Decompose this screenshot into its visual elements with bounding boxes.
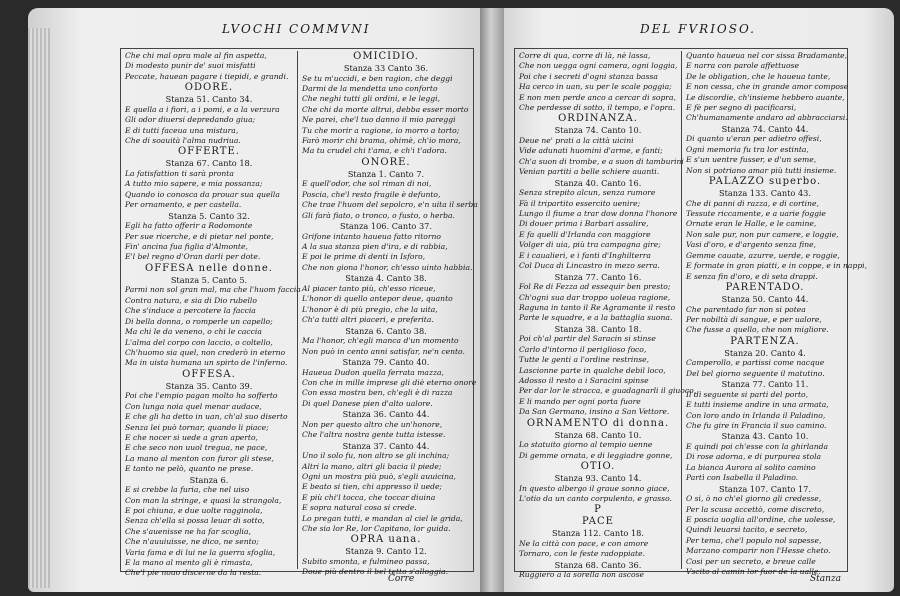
verse-line: Per dar lor le stracca, e guadagnarli il giuoco, — [519, 386, 697, 396]
verse-line: Quando io conosca da prouar sua quella — [125, 189, 280, 199]
verse-line: Non si potriano amar più tutti insieme. — [686, 165, 837, 175]
verse-line: Carlo d'intorno il periglioso foco, — [519, 344, 647, 354]
verse-line: E li mando per ogni porta fuore — [519, 396, 641, 406]
verse-line: Di modesto punir de' suoi misfatti — [125, 61, 256, 71]
verse-line: Senza lei può tornar, quando li piace; — [125, 422, 269, 432]
verse-line: Quindi leuarsi tacito, e secreto, — [686, 525, 808, 535]
verse-line: E quell'odor, che sol riman di noi, — [302, 179, 432, 189]
verse-line: Altri la mano, altri gli bacia il piede; — [302, 461, 442, 471]
verse-line: Che perdesse di sotto, il tempo, e l'opra. — [519, 103, 676, 113]
verse-line: Fà il tripartito essercito uenire; — [519, 198, 641, 208]
verse-line: Di quel Danese pien d'alto ualore. — [302, 398, 433, 408]
left-text-frame — [120, 48, 478, 578]
verse-line: Venian partiti a belle schiere auanti. — [519, 167, 660, 177]
stanza-reference: Stanza 93. Canto 14. — [554, 472, 642, 483]
stanza-reference: Stanza 133. Canto 43. — [719, 188, 811, 199]
verse-line: Che s'induce a percotere la faccia — [125, 306, 256, 316]
verse-line: Per nobiltà di sangue, e per ualore, — [686, 314, 822, 324]
verse-line: E si crebbe la furia, che nel uiso — [125, 485, 250, 495]
verse-line: Ch'a suon di trombe, e a suon di tamburini — [519, 156, 684, 166]
verse-line: Lungo il fiume a trar dow donna l'honore — [519, 209, 678, 219]
verse-line: Che s'auenisse ne ha far scoglia, — [125, 526, 251, 536]
verse-line: Grifone intanto haueua fatto ritorno — [302, 231, 441, 241]
verse-line: Che non uegga ogni camera, ogni loggia, — [519, 61, 678, 71]
verse-line: E tanto ne pelò, quanto ne prese. — [125, 464, 254, 474]
right-page — [504, 8, 894, 592]
stanza-reference: Stanza 9. Canto 12. — [345, 546, 427, 557]
section-heading: OPRA uana. — [350, 534, 422, 546]
verse-line: Darmi de la mendetta uno conforto — [302, 84, 438, 93]
stanza-reference: Stanza 74. Canto 44. — [721, 123, 809, 134]
verse-line: E non cessa, che in grande amor compose — [686, 82, 849, 92]
section-heading: OFFESA nelle donne. — [145, 262, 273, 274]
section-heading: OFFERTE. — [178, 146, 240, 158]
verse-line: Deue ne' prati a la città uicini — [519, 136, 634, 146]
verse-line: E più chi'l tocca, che toccar diuina — [302, 492, 436, 502]
book-gutter — [480, 8, 504, 592]
verse-line: Per tema, che'l populo nol sapesse, — [686, 535, 822, 545]
verse-line: Che parentado far non si potea — [686, 304, 806, 314]
verse-line: Adosso il resto a i Saracini spinse — [519, 375, 649, 385]
verse-line: Che neghi tutti gli ordini, e le leggi, — [302, 94, 440, 104]
verse-line: E poi le prime di denti in Isforo, — [302, 252, 426, 262]
verse-line: Poi che i secreti d'ogni stanza bassa — [519, 71, 658, 81]
verse-line: Con lunga noia quel menar audace, — [125, 401, 262, 411]
verse-line: E narra con parole affettuose — [686, 61, 799, 71]
verse-line: E formate in gran piatti, e in coppe, e in nappi, — [686, 261, 868, 271]
verse-line: Peccate, hauean pagare i tiepidi, e grandi. — [125, 71, 289, 81]
verse-line: Ma chi le da veneno, o chi le caccia — [125, 327, 262, 337]
verse-line: Di gemme ornata, e di leggiadre gonne, — [519, 450, 673, 460]
verse-line: Che di panni di razza, e di cortine, — [686, 198, 819, 208]
verse-line: Da San Germano, insino a San Vettore. — [519, 407, 670, 417]
stanza-reference: Stanza 67. Canto 18. — [165, 158, 253, 169]
stanza-reference: Stanza 4. Canto 38. — [345, 273, 427, 284]
verse-line: Poi ch'al partir del Saracin si stinse — [519, 334, 656, 344]
section-heading: OMICIDIO. — [353, 51, 419, 62]
section-heading: PARTENZA. — [730, 335, 800, 347]
verse-line: Egli ha fatto offerir a Rodomonte — [125, 221, 253, 231]
verse-line: In questo albergo il graue sonno giace, — [519, 483, 670, 493]
verse-line: Di quanto u'eran per adietro offesi, — [686, 134, 822, 144]
verse-line: Parte le squadre, e a la battaglia suona. — [519, 313, 673, 323]
verse-line: E quindi poi ch'esse con la ghirlanda — [686, 441, 828, 451]
verse-line: E fa quelli d'Irlanda con maggiore — [519, 229, 651, 239]
verse-line: Ch'a tutti altri piaceri, e preferita. — [302, 315, 434, 325]
verse-line: Volger di uia, più tra campagna gire; — [519, 240, 661, 250]
verse-line: Che chi da morte altrui, debba esser morto — [302, 104, 469, 114]
verse-line: E che seco non uuol tregua, ne pace, — [125, 443, 268, 453]
verse-line: Senza strepito alcun, senza rumore — [519, 188, 656, 198]
stanza-reference: Stanza 5. Canto 32. — [168, 210, 250, 221]
stanza-reference: Stanza 43. Canto 10. — [721, 431, 809, 442]
verse-line: Senza ch'ella si possa leuar di sotto, — [125, 516, 265, 526]
stanza-reference: Stanza 37. Canto 44. — [342, 440, 430, 451]
section-heading: PALAZZO superbo. — [708, 176, 822, 188]
left-page — [28, 8, 480, 592]
verse-line: Ne la città con pace, e con amore — [519, 538, 649, 548]
verse-line: Poi che l'empio pagan molto ha sofferto — [125, 391, 278, 401]
section-heading: ODORE. — [184, 82, 234, 94]
verse-line: Vscito al camin lor fuor de la ualle. — [686, 567, 821, 576]
verse-line: Marzano comparir non l'Hesse cheto. — [686, 546, 831, 556]
verse-line: Di douer prima i Barbari assalire, — [519, 219, 649, 229]
verse-line: Che n'auuiuisse, ne dico, ne sento; — [125, 537, 259, 547]
verse-line: Che sia lor Re, lor Capitano, lor guida. — [302, 523, 451, 533]
verse-line: Se tu m'uccidi, e ben ragion, che deggi — [302, 73, 453, 83]
verse-line: A la sua stanza pien d'ira, e di rabbia, — [302, 242, 448, 252]
verse-line: Quanto haueua nel cor sissa Bradamante, — [686, 51, 848, 60]
verse-line: Al piacer tanto più, ch'esso riceue, — [302, 283, 436, 293]
verse-line: Doue più dentro il bel tetto s'alloggia. — [302, 567, 449, 577]
verse-line: Con loro ando in Irlanda il Paladino, — [686, 410, 826, 420]
stanza-reference: Stanza 38. Canto 18. — [554, 323, 642, 334]
verse-line: Non può in cento anni satisfar, ne'n cento. — [302, 346, 465, 356]
running-head-right: DEL FVRIOSO. — [640, 22, 756, 36]
column-3 — [515, 51, 697, 580]
verse-line: Ma tu crudel chi t'ama, e ch'i t'adora. — [302, 146, 447, 156]
column-2 — [297, 51, 478, 577]
verse-line: Vasi d'oro, e d'argento senza fine, — [686, 240, 816, 250]
verse-line: L'otio da un canto corpulento, e grasso. — [519, 493, 672, 503]
verse-line: E tutti insieme andire in una armata, — [686, 400, 829, 410]
verse-line: Corre di qua, corre di là, nè lassa, — [519, 51, 651, 60]
verse-line: La fatisfattion ti sarà pronta — [125, 169, 234, 179]
stanza-reference: Stanza 6. Canto 38. — [345, 325, 427, 336]
stanza-reference: Stanza 79. Canto 40. — [342, 356, 430, 367]
verse-line: E non men perde anco a cercar di sopra, — [519, 92, 676, 102]
verse-line: Le discordie, ch'insieme hebbero auante, — [686, 92, 845, 102]
section-heading: ONORE. — [361, 156, 411, 168]
section-heading: PACE — [582, 516, 614, 528]
verse-line: E senza fin d'oro, e di seta drappi. — [686, 271, 818, 281]
verse-line: Di rose adorna, e di purpurea stola — [686, 452, 822, 462]
verse-line: La mano al menton con furor gli stese, — [125, 453, 274, 463]
verse-line: Ch'humanamente andaro ad abbracciarsi. — [686, 113, 848, 123]
verse-line: Contra natura, e sia di Dio rubello — [125, 295, 257, 305]
verse-line: A tutto mio sapere, e mia possanza; — [125, 179, 263, 189]
verse-line: E di tutti faceua una mistura, — [125, 125, 239, 135]
verse-line: Col Duca di Lincastro in mezo serra. — [519, 261, 660, 271]
verse-line: E poi chiuna, e due uolte ragginola, — [125, 505, 263, 515]
section-heading: OFFESA. — [182, 368, 236, 380]
verse-line: Ch'huomo sia quel, non crederò in eterno — [125, 347, 286, 357]
verse-line: Con man la stringe, e quasi la strangola, — [125, 495, 282, 505]
verse-line: L'honor è di più pregio, che la uita, — [302, 304, 438, 314]
verse-line: Il dì seguente si parti del porto, — [686, 389, 808, 399]
verse-line: Gli farà fiato, o tronco, o fusto, o herba. — [302, 210, 455, 220]
stanza-reference: Stanza 51. Canto 34. — [165, 94, 253, 105]
verse-line: Per ornamento, e per castella. — [125, 200, 242, 210]
section-heading: OTIO. — [580, 460, 616, 472]
verse-line: Per sue ricerche, e di pietar nel ponte, — [125, 231, 274, 241]
open-book — [28, 8, 894, 592]
verse-line: Subito smonta, e fulmineo passa, — [302, 556, 430, 566]
stanza-reference: Stanza 20. Canto 4. — [724, 347, 806, 358]
verse-line: Haueua Dudon quella ferrata mazza, — [302, 367, 444, 377]
verse-line: Poscia, che'l resto fragile è defunto, — [302, 189, 441, 199]
verse-line: L'alma del corpo con laccio, o coltello, — [125, 337, 273, 347]
stanza-reference: Stanza 1. Canto 7. — [347, 168, 425, 179]
stanza-reference: Stanza 5. Canto 5. — [170, 274, 248, 285]
verse-line: Per la scusa accettò, come discreto, — [686, 504, 825, 514]
verse-line: De le obligation, che le haueua tante, — [686, 71, 831, 81]
verse-line: E i caualieri, e i fanti d'Inghilterra — [519, 250, 651, 260]
verse-line: Ogni un mostra più può, s'egli auuicina, — [302, 471, 456, 481]
page-edges — [28, 28, 50, 588]
verse-line: Ma in uista humana un spirto de l'inferno. — [125, 358, 288, 368]
verse-line: Tu che morir a ragione, io morro a torto; — [302, 125, 460, 135]
verse-line: Farò morir chi brama, ohimè, ch'io mora, — [302, 136, 461, 146]
stanza-reference: Stanza 74. Canto 10. — [554, 125, 642, 136]
verse-line: Vide adunati huomini d'arme, e fanti; — [519, 146, 663, 156]
verse-line: Tornaro, con le feste radoppiate. — [519, 549, 645, 559]
verse-line: E beato si tien, chi appresso il uede; — [302, 482, 443, 492]
verse-line: E che nocer si uede a gran aperto, — [125, 432, 258, 442]
verse-line: Ornate eran le Halle, e le camine, — [686, 219, 817, 229]
verse-line: Che di soauità l'alma nudriua. — [125, 136, 241, 146]
verse-line: Che'l pie nouo discerne da la resta. — [125, 568, 262, 578]
verse-line: Non sale pur, non pur camere, e loggie, — [686, 229, 839, 239]
section-heading: ORNAMENTO di donna. — [526, 417, 670, 429]
catchword-right: Stanza — [810, 574, 842, 584]
verse-line: Che chi mal opra male al fin aspetta, — [125, 51, 267, 60]
section-heading: P — [594, 504, 602, 516]
stanza-reference: Stanza 107. Canto 17. — [719, 483, 811, 494]
verse-line: La bianca Aurora al solito camino — [686, 462, 816, 472]
verse-line: Ma l'honor, ch'egli manca d'un momento — [302, 336, 459, 346]
verse-line: Varia fama e di lui ne la guerra sfoglia, — [125, 547, 276, 557]
verse-line: Tutte le genti a l'ordine restrinse, — [519, 355, 650, 365]
verse-line: Lo pregan tutti, e mandan al ciel le grida, — [302, 513, 463, 523]
section-heading: ORDINANZA. — [558, 113, 638, 125]
verse-line: Fol Re di Fezza ad essequir ben presto; — [519, 282, 671, 292]
catchword-left: Corre — [388, 574, 415, 584]
verse-line: E la mano al mento gli è rimasta, — [125, 558, 253, 567]
section-heading: PARENTADO. — [725, 281, 805, 293]
verse-line: Con che in mille imprese gli diè eterno onore — [302, 377, 477, 387]
verse-line: E che gli ha detto in uan, ch'al suo diserto — [125, 412, 288, 422]
verse-line: Che fusse a quello, che non migliore. — [686, 325, 829, 335]
stanza-reference: Stanza 50. Canto 44. — [721, 293, 809, 304]
right-text-frame — [514, 48, 868, 580]
column-1 — [121, 51, 301, 578]
stanza-reference: Stanza 112. Canto 18. — [552, 528, 644, 539]
verse-line: Lo statuito giorno al tempio uenne — [519, 440, 653, 450]
verse-line: O si, ò no ch'el giorno gli credesse, — [686, 494, 822, 504]
stanza-reference: Stanza 36. Canto 44. — [342, 409, 430, 420]
verse-line: E s'un uentre fusser, e d'un seme, — [686, 155, 817, 165]
verse-line: E poscia uoglia all'ordine, che uolesse, — [686, 514, 836, 524]
verse-line: Non per questo altro che un'honore, — [302, 419, 443, 429]
stanza-reference: Stanza 106. Canto 37. — [340, 221, 432, 232]
verse-line: E'l bel regno d'Oran darli per dote. — [125, 252, 261, 262]
verse-line: Camperollo, e partissi come nacque — [686, 358, 825, 368]
verse-line: Partì con Isabella il Paladino. — [686, 473, 799, 483]
verse-line: Ogni memoria fu tra lor estinta, — [686, 144, 809, 154]
verse-line: Gemme cauate, azurre, uerde, e roggie, — [686, 250, 840, 260]
verse-line: E sopra natural cosa si crede. — [302, 503, 417, 513]
stanza-reference: Stanza 40. Canto 16. — [554, 177, 642, 188]
verse-line: L'honor di quello antepor deue, quanto — [302, 294, 453, 304]
verse-line: E fè per segno di pacificarsi, — [686, 103, 797, 113]
verse-line: Uno il solo fu, non altro se gli inchina; — [302, 451, 450, 461]
verse-line: Raguna in tanto il Re Agramante il resto — [519, 302, 676, 312]
stanza-reference: Stanza 77. Canto 11. — [721, 379, 809, 390]
stanza-reference: Stanza 35. Canto 39. — [165, 380, 253, 391]
stanza-reference: Stanza 77. Canto 16. — [554, 271, 642, 282]
verse-line: Di bella donna, o romperle un capello; — [125, 316, 273, 326]
verse-line: Che non giona l'honor, ch'esso uinto habbia. — [302, 262, 473, 272]
running-head-left: LVOCHI COMMVNI — [222, 22, 371, 36]
verse-line: Che trae l'huom del sepolcro, e'n uita il serba — [302, 200, 478, 210]
verse-line: Gli odor diuersi depredando giua; — [125, 115, 256, 125]
stanza-reference: Stanza 68. Canto 10. — [554, 429, 642, 440]
column-4 — [681, 51, 868, 576]
verse-line: Ne parei, che'l tuo danno il mio pareggi — [302, 115, 456, 125]
verse-line: Ruggiero a la sorella non ascose — [519, 570, 644, 580]
verse-line: Cosi per un secreto, e breue calle — [686, 556, 816, 566]
verse-line: Con essa mostra ben, ch'egli è di razza — [302, 388, 453, 398]
verse-line: Ha cerco in uan, su per le scale poggia; — [519, 82, 672, 92]
verse-line: Tessute riccamente, e a uarie foggie — [686, 209, 826, 219]
stanza-reference: Stanza 33 Canto 36. — [343, 63, 429, 73]
stanza-reference: Stanza 6. — [189, 474, 229, 485]
verse-line: Parmi non sol gran mal, ma che l'huom faccia — [125, 285, 301, 295]
stanza-reference: Stanza 68. Canto 36. — [554, 559, 642, 570]
verse-line: Che l'altra nostra gente tutta istesse. — [302, 430, 446, 440]
verse-line: E quella a i fiori, a i pomi, e a la verzura — [125, 104, 280, 114]
verse-line: Fin' ancina fua figlia d'Almonte, — [125, 242, 248, 252]
verse-line: Che fu gire in Francia il suo camino. — [686, 420, 827, 430]
verse-line: Ch'ogni sua dar troppo uoleua ragione, — [519, 292, 671, 302]
verse-line: Del bel giorno seguente il matutino. — [686, 368, 825, 378]
verse-line: Lascionne parte in qualche debil loco, — [519, 365, 666, 375]
